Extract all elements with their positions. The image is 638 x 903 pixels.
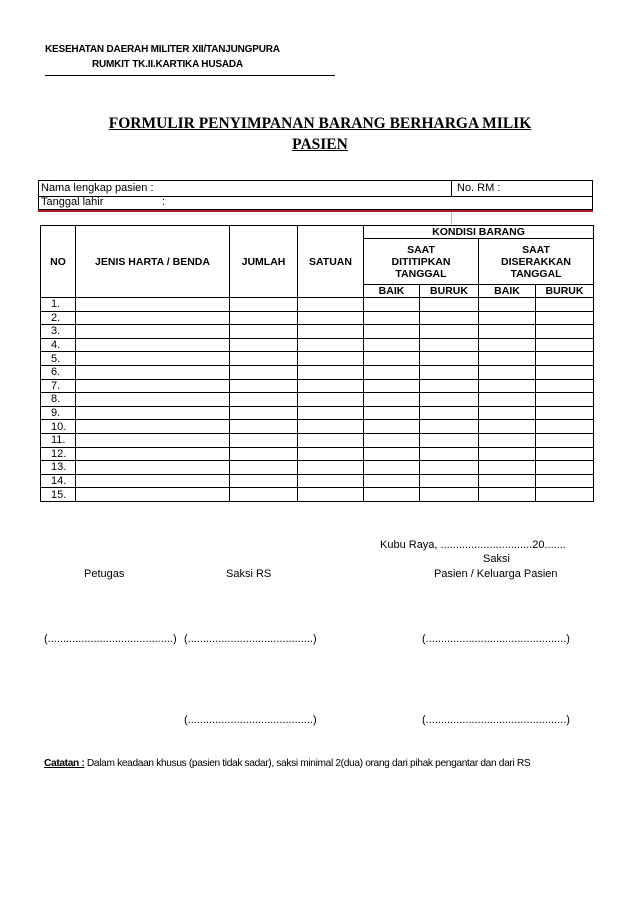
quantity-cell[interactable] [230,393,298,407]
table-row [41,420,594,434]
patient-identity-box [38,180,593,210]
deposit-good-cell[interactable] [364,352,420,366]
unit-cell[interactable] [298,298,364,312]
deposit-header-line1: SAAT [407,243,435,256]
return-good-cell[interactable] [479,298,536,312]
deposit-bad-cell[interactable] [420,338,479,352]
table-row [41,338,594,352]
patient-signature-line[interactable]: (..............................................) [422,633,570,645]
col-header-no: NO [41,226,76,298]
header-underline [45,75,335,76]
item-cell[interactable] [76,461,230,475]
return-good-cell[interactable] [479,352,536,366]
item-cell[interactable] [76,379,230,393]
institution-name: KESEHATAN DAERAH MILITER XII/TANJUNGPURA [45,44,280,55]
col-header-unit: SATUAN [298,226,364,298]
unit-cell[interactable] [298,488,364,502]
note [44,758,530,769]
return-good-cell[interactable] [479,393,536,407]
row-number: 10. [41,420,76,434]
unit-cell[interactable] [298,325,364,339]
col-header-condition: KONDISI BARANG [364,226,594,239]
row-number: 13. [41,461,76,475]
return-header-line3: TANGGAL [510,267,562,280]
quantity-cell[interactable] [230,379,298,393]
note-label: Catatan : [44,758,85,769]
return-good-cell[interactable] [479,379,536,393]
col-header-return-bad: BURUK [536,285,594,298]
table-row [41,311,594,325]
form-title-line1: FORMULIR PENYIMPANAN BARANG BERHARGA MILIK [108,115,532,132]
birth-date-row [39,196,592,209]
item-cell[interactable] [76,406,230,420]
col-header-return-good: BAIK [479,285,536,298]
return-header-line2: DISERAKKAN [501,255,572,268]
unit-cell[interactable] [298,420,364,434]
item-cell[interactable] [76,474,230,488]
col-header-deposit-good: BAIK [364,285,420,298]
table-row [41,352,594,366]
quantity-cell[interactable] [230,461,298,475]
unit-cell[interactable] [298,352,364,366]
table-row [41,488,594,502]
return-good-cell[interactable] [479,338,536,352]
place-date: Kubu Raya, ..............................20....... [380,539,566,551]
quantity-cell[interactable] [230,433,298,447]
deposit-bad-cell[interactable] [420,365,479,379]
row-number: 2. [41,311,76,325]
quantity-cell[interactable] [230,352,298,366]
return-bad-cell[interactable] [536,474,594,488]
deposit-good-cell[interactable] [364,474,420,488]
deposit-bad-cell[interactable] [420,461,479,475]
deposit-bad-cell[interactable] [420,420,479,434]
quantity-cell[interactable] [230,338,298,352]
item-cell[interactable] [76,365,230,379]
return-bad-cell[interactable] [536,311,594,325]
return-bad-cell[interactable] [536,325,594,339]
item-cell[interactable] [76,488,230,502]
item-cell[interactable] [76,420,230,434]
deposit-good-cell[interactable] [364,433,420,447]
deposit-bad-cell[interactable] [420,298,479,312]
table-row [41,447,594,461]
quantity-cell[interactable] [230,365,298,379]
deposit-bad-cell[interactable] [420,406,479,420]
item-cell[interactable] [76,433,230,447]
table-row [41,325,594,339]
deposit-good-cell[interactable] [364,338,420,352]
row-number: 14. [41,474,76,488]
return-good-cell[interactable] [479,447,536,461]
deposit-good-cell[interactable] [364,393,420,407]
col-header-return [479,239,594,285]
deposit-bad-cell[interactable] [420,433,479,447]
birth-date-colon: : [162,196,166,208]
return-bad-cell[interactable] [536,406,594,420]
deposit-bad-cell[interactable] [420,393,479,407]
deposit-good-cell[interactable] [364,325,420,339]
return-good-cell[interactable] [479,365,536,379]
quantity-cell[interactable] [230,420,298,434]
valuables-table-body [41,298,594,502]
return-good-cell[interactable] [479,420,536,434]
deposit-good-cell[interactable] [364,447,420,461]
row-number: 15. [41,488,76,502]
deposit-bad-cell[interactable] [420,447,479,461]
deposit-bad-cell[interactable] [420,311,479,325]
form-title [40,113,600,155]
row-number: 12. [41,447,76,461]
deposit-good-cell[interactable] [364,379,420,393]
quantity-cell[interactable] [230,447,298,461]
item-cell[interactable] [76,393,230,407]
table-row [41,365,594,379]
return-bad-cell[interactable] [536,488,594,502]
unit-cell[interactable] [298,338,364,352]
return-bad-cell[interactable] [536,338,594,352]
unit-cell[interactable] [298,474,364,488]
quantity-cell[interactable] [230,298,298,312]
officer-label: Petugas [84,568,125,580]
unit-cell[interactable] [298,447,364,461]
row-number: 5. [41,352,76,366]
return-bad-cell[interactable] [536,433,594,447]
item-cell[interactable] [76,352,230,366]
witness-label: Saksi [483,553,510,565]
unit-cell[interactable] [298,311,364,325]
row-number: 11. [41,433,76,447]
red-divider [38,210,593,212]
return-bad-cell[interactable] [536,447,594,461]
row-number: 6. [41,365,76,379]
hospital-witness-signature-line[interactable]: (.........................................) [184,633,317,645]
return-good-cell[interactable] [479,433,536,447]
unit-cell[interactable] [298,406,364,420]
return-good-cell[interactable] [479,461,536,475]
col-header-quantity: JUMLAH [230,226,298,298]
row-number: 1. [41,298,76,312]
col-header-item: JENIS HARTA / BENDA [76,226,230,298]
patient-signature-line-2[interactable]: (..............................................) [422,714,570,726]
return-good-cell[interactable] [479,474,536,488]
patient-name-row [39,181,592,197]
table-row [41,298,594,312]
deposit-bad-cell[interactable] [420,352,479,366]
row-number: 7. [41,379,76,393]
table-row [41,474,594,488]
quantity-cell[interactable] [230,406,298,420]
table-row [41,433,594,447]
unit-cell[interactable] [298,379,364,393]
form-title-line2: PASIEN [292,136,348,153]
return-good-cell[interactable] [479,325,536,339]
item-cell[interactable] [76,447,230,461]
return-good-cell[interactable] [479,311,536,325]
hospital-name: RUMKIT TK.II.KARTIKA HUSADA [92,59,243,70]
col-header-deposit [364,239,479,285]
deposit-header-line2: DITITIPKAN [391,255,451,268]
table-row [41,393,594,407]
deposit-bad-cell[interactable] [420,325,479,339]
row-number: 4. [41,338,76,352]
officer-signature-line[interactable]: (.........................................) [44,633,177,645]
deposit-bad-cell[interactable] [420,474,479,488]
hospital-witness-label: Saksi RS [226,568,272,580]
deposit-header-line3: TANGGAL [395,267,447,280]
unit-cell[interactable] [298,461,364,475]
row-number: 9. [41,406,76,420]
valuables-table [40,225,594,502]
item-cell[interactable] [76,298,230,312]
unit-cell[interactable] [298,365,364,379]
unit-cell[interactable] [298,433,364,447]
unit-cell[interactable] [298,393,364,407]
item-cell[interactable] [76,338,230,352]
deposit-bad-cell[interactable] [420,488,479,502]
return-good-cell[interactable] [479,488,536,502]
note-text: Dalam keadaan khusus (pasien tidak sadar), saksi minimal 2(dua) orang dari pihak pengantar dan dari RS [84,758,531,769]
return-bad-cell[interactable] [536,420,594,434]
deposit-good-cell[interactable] [364,420,420,434]
table-row [41,406,594,420]
quantity-cell[interactable] [230,474,298,488]
rm-separator [451,181,452,196]
return-bad-cell[interactable] [536,379,594,393]
deposit-good-cell[interactable] [364,406,420,420]
medical-record-label: No. RM : [457,182,501,194]
patient-name-label: Nama lengkap pasien : [41,182,154,194]
deposit-good-cell[interactable] [364,311,420,325]
birth-date-separator [451,211,452,224]
return-bad-cell[interactable] [536,352,594,366]
return-bad-cell[interactable] [536,298,594,312]
patient-family-label: Pasien / Keluarga Pasien [434,568,558,580]
return-bad-cell[interactable] [536,461,594,475]
deposit-good-cell[interactable] [364,461,420,475]
quantity-cell[interactable] [230,325,298,339]
return-header-line1: SAAT [522,243,550,256]
item-cell[interactable] [76,325,230,339]
deposit-good-cell[interactable] [364,365,420,379]
deposit-good-cell[interactable] [364,298,420,312]
col-header-deposit-bad: BURUK [420,285,479,298]
quantity-cell[interactable] [230,488,298,502]
item-cell[interactable] [76,311,230,325]
row-number: 8. [41,393,76,407]
return-bad-cell[interactable] [536,365,594,379]
return-bad-cell[interactable] [536,393,594,407]
deposit-good-cell[interactable] [364,488,420,502]
quantity-cell[interactable] [230,311,298,325]
deposit-bad-cell[interactable] [420,379,479,393]
row-number: 3. [41,325,76,339]
birth-date-label: Tanggal lahir [41,196,104,208]
table-row [41,461,594,475]
hospital-witness-signature-line-2[interactable]: (.........................................) [184,714,317,726]
return-good-cell[interactable] [479,406,536,420]
table-row [41,379,594,393]
